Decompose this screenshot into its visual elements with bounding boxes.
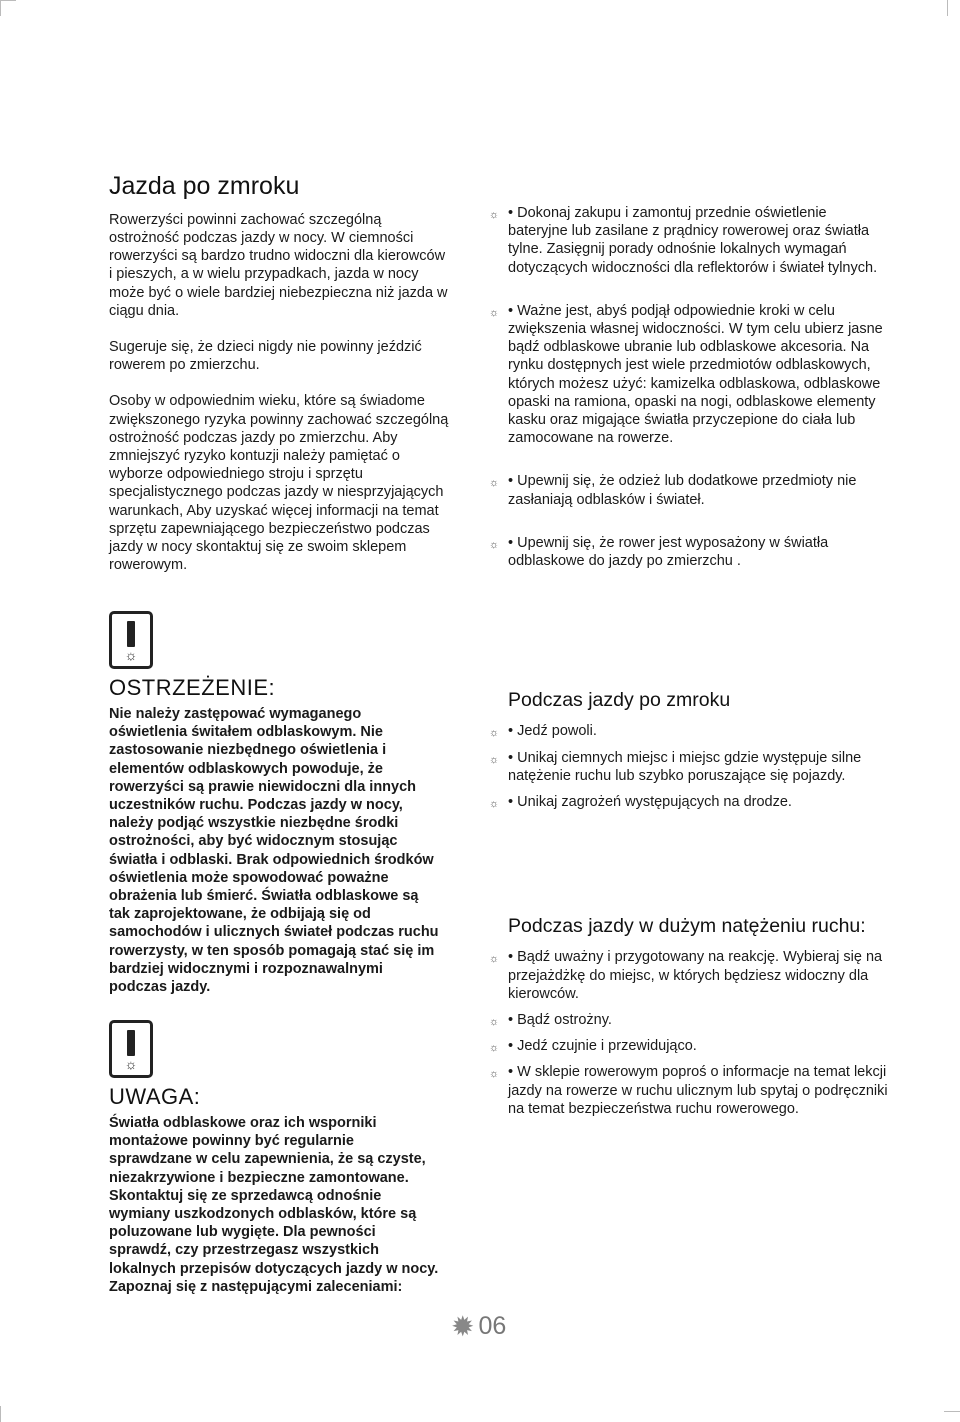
list-item: ☼ • Ważne jest, abyś podjął odpowiednie kroki w celu zwiększenia własnej widoczności. W tym celu ubierz jasne bądź odblaskowe ubranie lub odblaskowe akcesoria. Na rynku dostępnych jest wiele przedmiotów odblaskowych, których możesz użyć: kamizelka odblaskowa, odblaskowe opaski na ramiona, opaski na nogi, odblaskowe elementy kasku oraz migające światła przyczepione do ciała lub zamocowane na rowerze. (489, 302, 883, 447)
page-footer (451, 1312, 506, 1341)
sun-logo-icon: ✹ (451, 1310, 475, 1342)
list-item: ☼ • Bądź ostrożny. (508, 1011, 868, 1029)
tips-list (489, 204, 888, 578)
warning-text: Nie należy zastępować wymaganego oświetlenia świtałem odblaskowym. Nie zastosowanie niezbędnego oświetlenia i elementów odblaskowych powoduje, że rowerzyści są prawie niewidoczni dla innych uczestników ruchu. Podczas jazdy w nocy, należy podjąć wszystkie niezbędne środki ostrożności, aby być widocznym stosując światła i odblaski. Brak odpowiednich środków oświetlenia może spowodować poważne obrażenia lub śmierć. Światła odblaskowe są tak zaprojektowane, że odbijają się od samochodów i ulicznych świateł podczas ruchu rowerzysty, w ten sposób pomagają stać się im bardziej widocznymi i rozpoznawalnymi podczas jazdy. (109, 706, 439, 996)
sun-bullet-icon: ☼ (489, 1042, 500, 1055)
sun-bullet-icon: ☼ (489, 727, 500, 740)
night-riding-title: Podczas jazdy po zmroku (508, 689, 731, 711)
sun-bullet-icon: ☼ (489, 538, 500, 551)
intro-paragraph: Rowerzyści powinni zachować szczególną ostrożność podczas jazdy w nocy. W ciemności rowerzyści są bardzo trudno widoczni dla kierowców i pieszych, a w wielu przypadkach, jazda w nocy może być o wiele bardziej niebezpieczna niż jazda w ciągu dnia. (109, 211, 448, 319)
list-item: ☼ • Unikaj zagrożeń występujących na drodze. (508, 793, 888, 811)
warning-title: OSTRZEŻENIE: (109, 675, 276, 700)
sun-bullet-icon: ☼ (489, 209, 500, 221)
list-item: ☼ • W sklepie rowerowym poproś o informacje na temat lekcji jazdy na rowerze w ruchu ulicznym lub spytaj o podręczniki na temat bezpieczeństwa ruchu rowerowego. (489, 1064, 888, 1117)
night-riding-section (489, 688, 888, 819)
heavy-traffic-title: Podczas jazdy w dużym natężeniu ruchu: (508, 915, 866, 937)
caution-text: Światła odblaskowe oraz ich wsporniki montażowe powinny być regularnie sprawdzane w celu zapewnienia, że są czyste, niezakrzywione i bezpieczne zamontowane. Skontaktuj się ze sprzedawcą odnośnie wymiany uszkodzonych odblasków, które są poluzowane lub wygięte. Dla pewności sprawdź, czy przestrzegasz wszystkich lokalnych przepisów dotyczących jazdy w nocy. Zapoznaj się z następującymi zaleceniami: (109, 1115, 439, 1295)
warning-section (109, 611, 439, 996)
exclamation-warning-icon: ☼ (109, 611, 153, 669)
list-item: ☼ • Jedź powoli. (508, 722, 888, 740)
children-paragraph: Sugeruje się, że dzieci nigdy nie powinny jeździć rowerem po zmierzchu. (109, 338, 422, 374)
sun-bullet-icon: ☼ (489, 306, 500, 319)
intro-section (109, 172, 449, 574)
list-item: ☼ • Upewnij się, że rower jest wyposażony w światła odblaskowe do jazdy po zmierzchu . (489, 534, 829, 570)
crop-mark (944, 1411, 960, 1412)
sun-bullet-icon: ☼ (489, 753, 500, 766)
list-item: ☼ • Bądź uważny i przygotowany na reakcję. Wybieraj się na przejażdżkę do miejsc, w których będziesz widoczny dla kierowców. (489, 949, 883, 1002)
caution-section (109, 1020, 439, 1296)
caution-title: UWAGA: (109, 1084, 201, 1109)
crop-mark (0, 1406, 1, 1422)
heavy-traffic-section (489, 914, 888, 1126)
list-item: ☼ • Unikaj ciemnych miejsc i miejsc gdzie występuje silne natężenie ruchu lub szybko poruszające się pojazdy. (489, 749, 862, 784)
crop-mark (0, 0, 1, 16)
crop-mark (0, 0, 16, 1)
list-item: ☼ • Dokonaj zakupu i zamontuj przednie oświetlenie bateryjne lub zasilane z prądnicy rowerowej oraz światła tylne. Zasięgnij porady odnośnie lokalnych wymagań dotyczących widoczności dla reflektorów i świateł tylnych. (489, 205, 878, 276)
sun-bullet-icon: ☼ (489, 1068, 500, 1081)
list-item: ☼ • Jedź czujnie i przewidująco. (508, 1037, 868, 1055)
sun-bullet-icon: ☼ (489, 477, 500, 490)
crop-mark (947, 0, 948, 16)
page-number: 06 (478, 1312, 507, 1340)
list-item: ☼ • Upewnij się, że odzież lub dodatkowe przedmioty nie zasłaniają odblasków i świateł. (489, 473, 857, 508)
sun-bullet-icon: ☼ (489, 1015, 500, 1028)
sun-bullet-icon: ☼ (489, 797, 500, 810)
sun-bullet-icon: ☼ (489, 953, 500, 966)
adults-paragraph: Osoby w odpowiednim wieku, które są świadome zwiększonego ryzyka powinny zachować szczególną ostrożność podczas jazdy po zmierzchu. Aby zmniejszyć ryzyko kontuzji należy pamiętać o wyborze odpowiedniego stroju i sprzętu specjalistycznego podczas jazdy w niesprzyjających warunkach, Aby uzyskać więcej informacji na temat sprzętu zapewniającego bezpieczeństwo podczas jazdy w nocy skontaktuj się ze swoim sklepem rowerowym. (109, 393, 449, 574)
page-title: Jazda po zmroku (109, 172, 300, 200)
exclamation-warning-icon: ☼ (109, 1020, 153, 1078)
